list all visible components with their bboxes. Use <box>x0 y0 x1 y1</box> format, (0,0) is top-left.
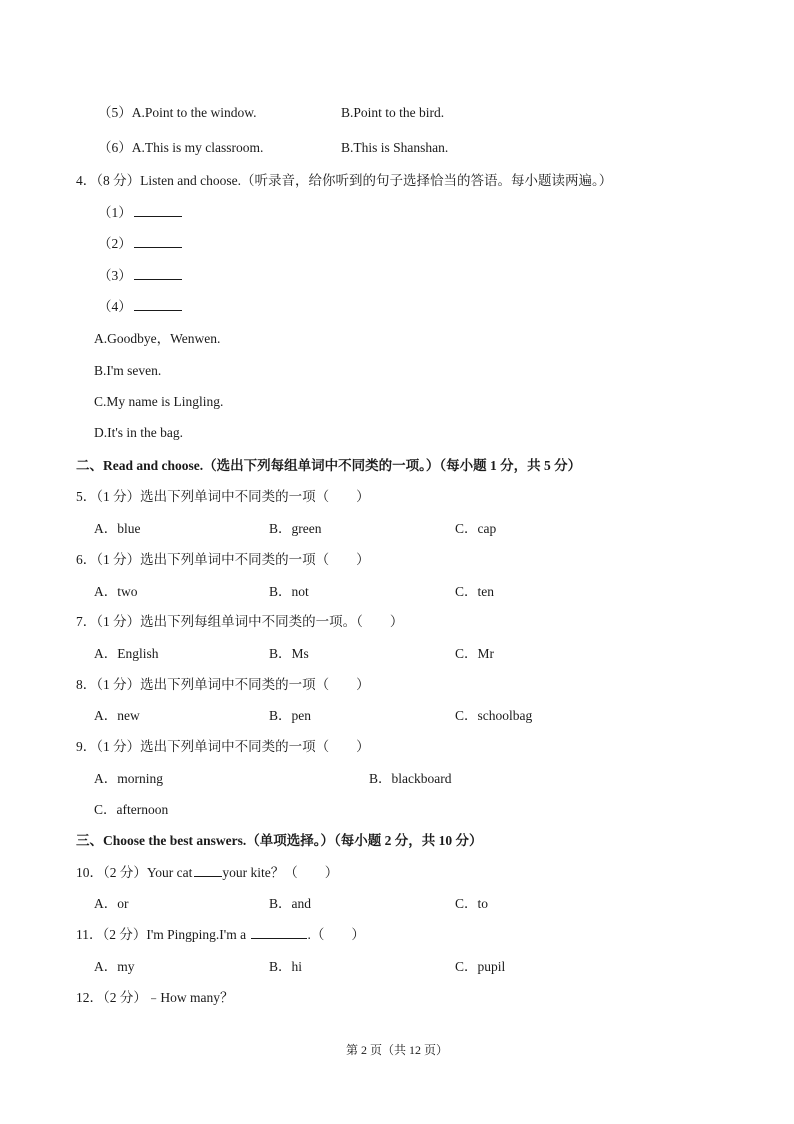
q5-option-b: B．green <box>269 521 322 536</box>
q6-option-a: A．two <box>94 584 138 599</box>
answer-blank[interactable] <box>134 298 182 311</box>
q5-stem: 5．（1 分）选出下列单词中不同类的一项（ ） <box>76 489 370 504</box>
q10-option-b: B．and <box>269 896 311 911</box>
q9-option-b: B．blackboard <box>369 771 452 786</box>
q4-option-a: A.Goodbye，Wenwen. <box>94 331 221 346</box>
q3-item6-label: （6）A.This is my classroom. <box>98 140 264 155</box>
q6-option-c: C．ten <box>455 584 494 599</box>
q6-stem: 6．（1 分）选出下列单词中不同类的一项（ ） <box>76 552 370 567</box>
q10-option-a: A．or <box>94 896 129 911</box>
q8-option-c: C．schoolbag <box>455 708 533 723</box>
q10-stem: 10．（2 分）Your cat your kite？（ ） <box>76 865 339 880</box>
q3-item5-option-a: A.Point to the window. <box>131 105 257 120</box>
q4-item-2: （2） <box>98 235 182 253</box>
q4-header: 4．（8 分）Listen and choose.（听录音，给你听到的句子选择恰当的答语。每小题读两遍。） <box>76 173 613 188</box>
q8-option-a: A．new <box>94 708 140 723</box>
q7-option-c: C．Mr <box>455 646 495 661</box>
section2-header: 二、Read and choose.（选出下列每组单词中不同类的一项。）（每小题 1 分，共 5 分） <box>76 458 582 473</box>
q9-option-c: C．afternoon <box>94 802 169 817</box>
q3-item6-option-b: B.This is Shanshan. <box>341 140 449 155</box>
q3-item5-option-b: B.Point to the bird. <box>341 105 445 120</box>
q11-stem: 11．（2 分）I'm Pingping.I'm a .（ ） <box>76 927 365 942</box>
q5-option-c: C．cap <box>455 521 497 536</box>
q7-stem: 7．（1 分）选出下列每组单词中不同类的一项。（ ） <box>76 614 404 629</box>
q11-option-c: C．pupil <box>455 959 506 974</box>
page-footer: 第 2 页（共 12 页） <box>345 1043 448 1057</box>
q11-option-a: A．my <box>94 959 135 974</box>
q4-item-4: （4） <box>98 298 182 316</box>
q3-item6-option-a: A.This is my classroom. <box>131 140 264 155</box>
q8-option-b: B．pen <box>269 708 311 723</box>
q7-option-b: B．Ms <box>269 646 309 661</box>
q10-option-c: C．to <box>455 896 489 911</box>
q9-stem: 9．（1 分）选出下列单词中不同类的一项（ ） <box>76 739 370 754</box>
q8-stem: 8．（1 分）选出下列单词中不同类的一项（ ） <box>76 677 370 692</box>
answer-blank[interactable] <box>251 926 307 939</box>
q4-item-1: （1） <box>98 204 182 222</box>
q6-option-b: B．not <box>269 584 309 599</box>
answer-blank[interactable] <box>134 267 182 280</box>
q9-option-a: A．morning <box>94 771 163 786</box>
q12-stem: 12．（2 分）﹣How many？ <box>76 990 234 1005</box>
q7-option-a: A．English <box>94 646 159 661</box>
q4-item-3: （3） <box>98 267 182 285</box>
answer-blank[interactable] <box>194 864 222 877</box>
q5-option-a: A．blue <box>94 521 141 536</box>
q4-option-c: C.My name is Lingling. <box>94 394 224 409</box>
section3-header: 三、Choose the best answers.（单项选择。）（每小题 2 分，共 10 分） <box>76 833 483 848</box>
q11-option-b: B．hi <box>269 959 303 974</box>
answer-blank[interactable] <box>134 204 182 217</box>
q3-item5-label: （5）A.Point to the window. <box>98 105 257 120</box>
answer-blank[interactable] <box>134 235 182 248</box>
q4-option-d: D.It's in the bag. <box>94 425 184 440</box>
q4-option-b: B.I'm seven. <box>94 363 162 378</box>
